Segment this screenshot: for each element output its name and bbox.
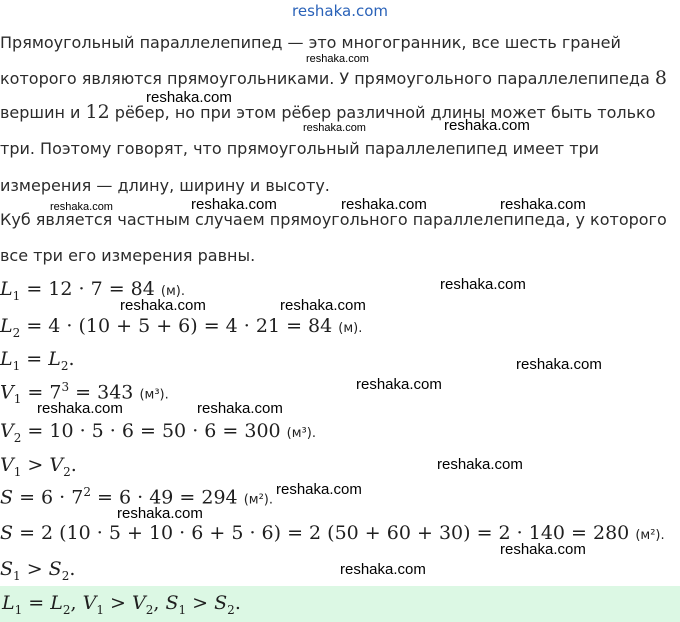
watermark: reshaka.com: [197, 400, 283, 417]
watermark: reshaka.com: [356, 376, 442, 393]
equation-s2: S = 2 (10 · 5 + 10 · 6 + 5 · 6) = 2 (50 + 60 + 30) = 2 · 140 = 280 (м²).: [0, 522, 665, 544]
equation-s1: $S = 6 \cdot 7^2 = 6 \cdot 49 = 294$ (м²).: [0, 485, 273, 509]
watermark: reshaka.com: [280, 297, 366, 314]
watermark: reshaka.com: [500, 196, 586, 213]
text-line: вершин и 12 рёбер, но при этом рёбер различной длины может быть только: [0, 101, 656, 123]
watermark: reshaka.com: [444, 117, 530, 134]
watermark: reshaka.com: [117, 505, 203, 522]
equation-l-compare: $L_1 = L_2$.: [0, 348, 75, 373]
watermark: reshaka.com: [303, 122, 366, 134]
watermark: reshaka.com: [500, 541, 586, 558]
equation-v1: $V_1 = 7^3 = 343$ (м³).: [0, 380, 169, 407]
site-title[interactable]: reshaka.com: [292, 2, 388, 20]
equation-l2: $L_2 = 4 \cdot (10 + 5 + 6) = 4 \cdot 21 = 84$ (м).: [0, 315, 363, 340]
text-line: Прямоугольный параллелепипед — это многогранник, все шесть граней: [0, 33, 621, 52]
watermark: reshaka.com: [341, 196, 427, 213]
equation-v-compare: $V_1 > V_2$.: [0, 454, 77, 479]
equation-v2: $V_2 = 10 \cdot 5 \cdot 6 = 50 \cdot 6 = 300$ (м³).: [0, 420, 316, 445]
watermark: reshaka.com: [50, 201, 113, 213]
watermark: reshaka.com: [276, 481, 362, 498]
watermark: reshaka.com: [340, 561, 426, 578]
equation-s-compare: $S_1 > S_2$.: [0, 558, 76, 583]
watermark: reshaka.com: [191, 196, 277, 213]
watermark: reshaka.com: [516, 356, 602, 373]
watermark: reshaka.com: [37, 400, 123, 417]
text-line: измерения — длину, ширину и высоту.: [0, 176, 330, 195]
watermark: reshaka.com: [306, 53, 369, 65]
watermark: reshaka.com: [120, 297, 206, 314]
watermark: reshaka.com: [437, 456, 523, 473]
conclusion-equation: $L_1 = L_2$, $V_1 > V_2$, $S_1 > S_2$.: [2, 592, 241, 617]
conclusion-box: [0, 586, 680, 622]
text-line: все три его измерения равны.: [0, 246, 256, 265]
text-line: Куб является частным случаем прямоугольного параллелепипеда, у которого: [0, 210, 667, 229]
watermark: reshaka.com: [146, 89, 232, 106]
watermark: reshaka.com: [440, 276, 526, 293]
text-line: три. Поэтому говорят, что прямоугольный параллелепипед имеет три: [0, 139, 600, 158]
equation-l1: $L_1 = 12 \cdot 7 = 84$ (м).: [0, 278, 185, 303]
text-line: которого являются прямоугольниками. У прямоугольного параллелепипеда 8: [0, 67, 667, 89]
